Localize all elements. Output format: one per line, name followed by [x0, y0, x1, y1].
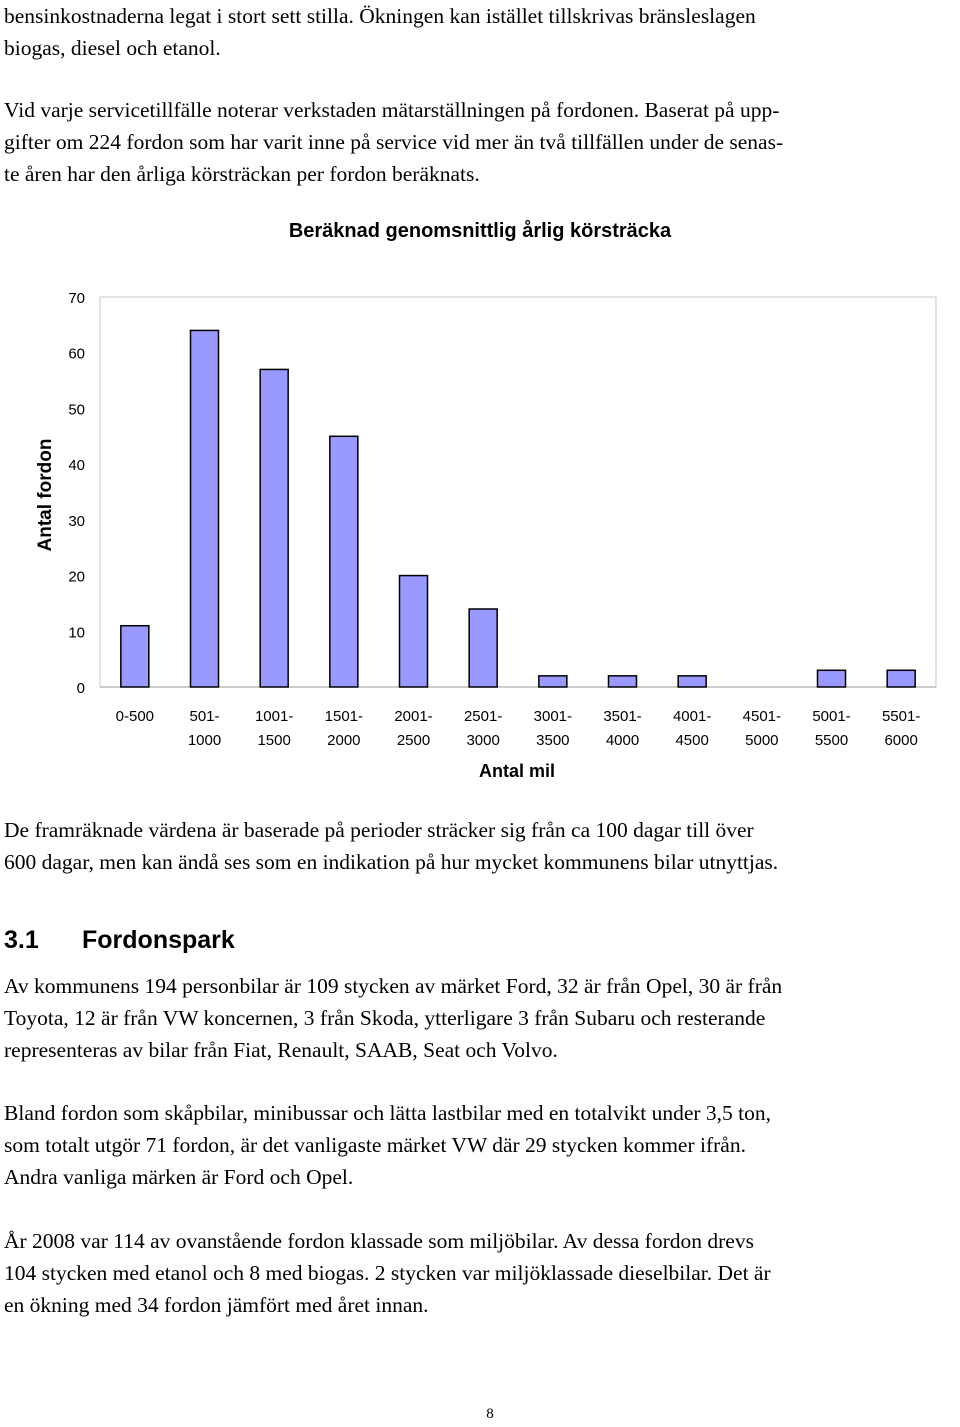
x-tick-label: 4000 — [605, 732, 640, 749]
x-tick-label: 2001- — [394, 708, 433, 725]
x-tick-label: 2000 — [327, 732, 361, 749]
x-tick-label: 3000 — [466, 732, 500, 749]
chart-title: Beräknad genomsnittlig årlig körsträcka — [288, 220, 672, 242]
bar — [539, 676, 567, 687]
text-line: Bland fordon som skåpbilar, minibussar och lätta lastbilar med en totalvikt under 3,5 ton, — [4, 1101, 772, 1125]
y-tick-label: 10 — [68, 624, 85, 642]
text-line: en ökning med 34 fordon jämfört med året innan. — [4, 1293, 429, 1317]
bar — [121, 626, 149, 687]
y-tick-label: 70 — [68, 290, 85, 307]
bar — [191, 330, 219, 687]
x-tick-label: 5001- — [812, 708, 851, 725]
text-line: 104 stycken med etanol och 8 med biogas. 2 stycken var miljöklassade dieselbilar. Det är — [4, 1261, 771, 1285]
text-line: representeras av bilar från Fiat, Renault, SAAB, Seat och Volvo. — [4, 1038, 558, 1062]
page-number: 8 — [486, 1406, 494, 1422]
section-number: 3.1 — [4, 926, 39, 954]
y-tick-label: 50 — [68, 401, 85, 419]
y-tick-label: 40 — [68, 457, 85, 475]
bar — [330, 436, 358, 687]
bar — [609, 676, 637, 687]
y-axis-label: Antal fordon — [35, 438, 56, 552]
x-tick-label: 3500 — [536, 732, 570, 749]
x-tick-labels — [116, 708, 921, 749]
service-paragraph — [4, 94, 956, 190]
eco-paragraph — [4, 1225, 956, 1321]
x-tick-label: 3501- — [603, 708, 642, 725]
text-line: bensinkostnaderna legat i stort sett stilla. Ökningen kan istället tillskrivas bränsleslagen — [4, 4, 756, 28]
y-tick-label: 60 — [68, 345, 85, 363]
x-tick-label: 2501- — [463, 708, 503, 725]
y-tick-label: 0 — [76, 680, 85, 697]
x-tick-label: 2500 — [396, 732, 431, 749]
x-tick-label: 5501- — [881, 708, 921, 725]
plot-area — [100, 297, 936, 687]
x-tick-label: 1001- — [254, 708, 294, 725]
bar-chart — [0, 205, 960, 795]
text-line: Av kommunens 194 personbilar är 109 stycken av märket Ford, 32 är från Opel, 30 är från — [4, 974, 783, 998]
text-line: Vid varje servicetillfälle noterar verkstaden mätarställningen på fordonen. Baserat på upp- — [4, 98, 780, 122]
bar — [678, 676, 706, 687]
fleet-paragraph — [4, 970, 956, 1066]
x-tick-label: 5000 — [745, 732, 779, 749]
text-line: 600 dagar, men kan ändå ses som en indikation på hur mycket kommunens bilar utnyttjas. — [4, 850, 779, 874]
bar — [260, 369, 288, 687]
x-tick-label: 1501- — [324, 708, 364, 725]
bar — [887, 670, 915, 687]
y-tick-labels — [68, 290, 85, 697]
y-tick-label: 30 — [68, 512, 85, 530]
section-title: Fordonspark — [82, 926, 235, 954]
x-tick-label: 0-500 — [115, 708, 155, 725]
note-paragraph — [4, 814, 956, 878]
vans-paragraph — [4, 1097, 956, 1193]
x-tick-label: 4001- — [672, 708, 712, 725]
text-line: De framräknade värdena är baserade på perioder sträcker sig från ca 100 dagar till över — [4, 818, 754, 842]
x-tick-label: 4500 — [675, 732, 709, 749]
x-tick-label: 501- — [189, 708, 220, 725]
intro-paragraph — [4, 0, 956, 64]
text-line: gifter om 224 fordon som har varit inne på service vid mer än två tillfällen under de senas- — [4, 130, 784, 154]
bar — [818, 670, 846, 687]
x-tick-label: 6000 — [884, 732, 918, 749]
text-line: År 2008 var 114 av ovanstående fordon klassade som miljöbilar. Av dessa fordon drevs — [4, 1229, 754, 1253]
x-tick-label: 1000 — [187, 732, 222, 749]
section-heading — [4, 920, 235, 960]
text-line: Toyota, 12 är från VW koncernen, 3 från Skoda, ytterligare 3 från Subaru och resterande — [4, 1006, 766, 1030]
x-tick-label: 4501- — [742, 708, 782, 725]
text-line: te åren har den årliga körsträckan per fordon beräknats. — [4, 162, 480, 186]
bars — [121, 330, 915, 687]
y-tick-label: 20 — [68, 568, 85, 586]
bar — [469, 609, 497, 687]
x-axis-label: Antal mil — [478, 761, 556, 781]
x-tick-label: 5500 — [814, 732, 849, 749]
text-line: biogas, diesel och etanol. — [4, 36, 221, 60]
text-line: som totalt utgör 71 fordon, är det vanligaste märket VW där 29 stycken kommer ifrån. — [4, 1133, 746, 1157]
bar — [400, 576, 428, 687]
x-tick-label: 1500 — [257, 732, 291, 749]
text-line: Andra vanliga märken är Ford och Opel. — [4, 1165, 354, 1189]
x-tick-label: 3001- — [533, 708, 573, 725]
